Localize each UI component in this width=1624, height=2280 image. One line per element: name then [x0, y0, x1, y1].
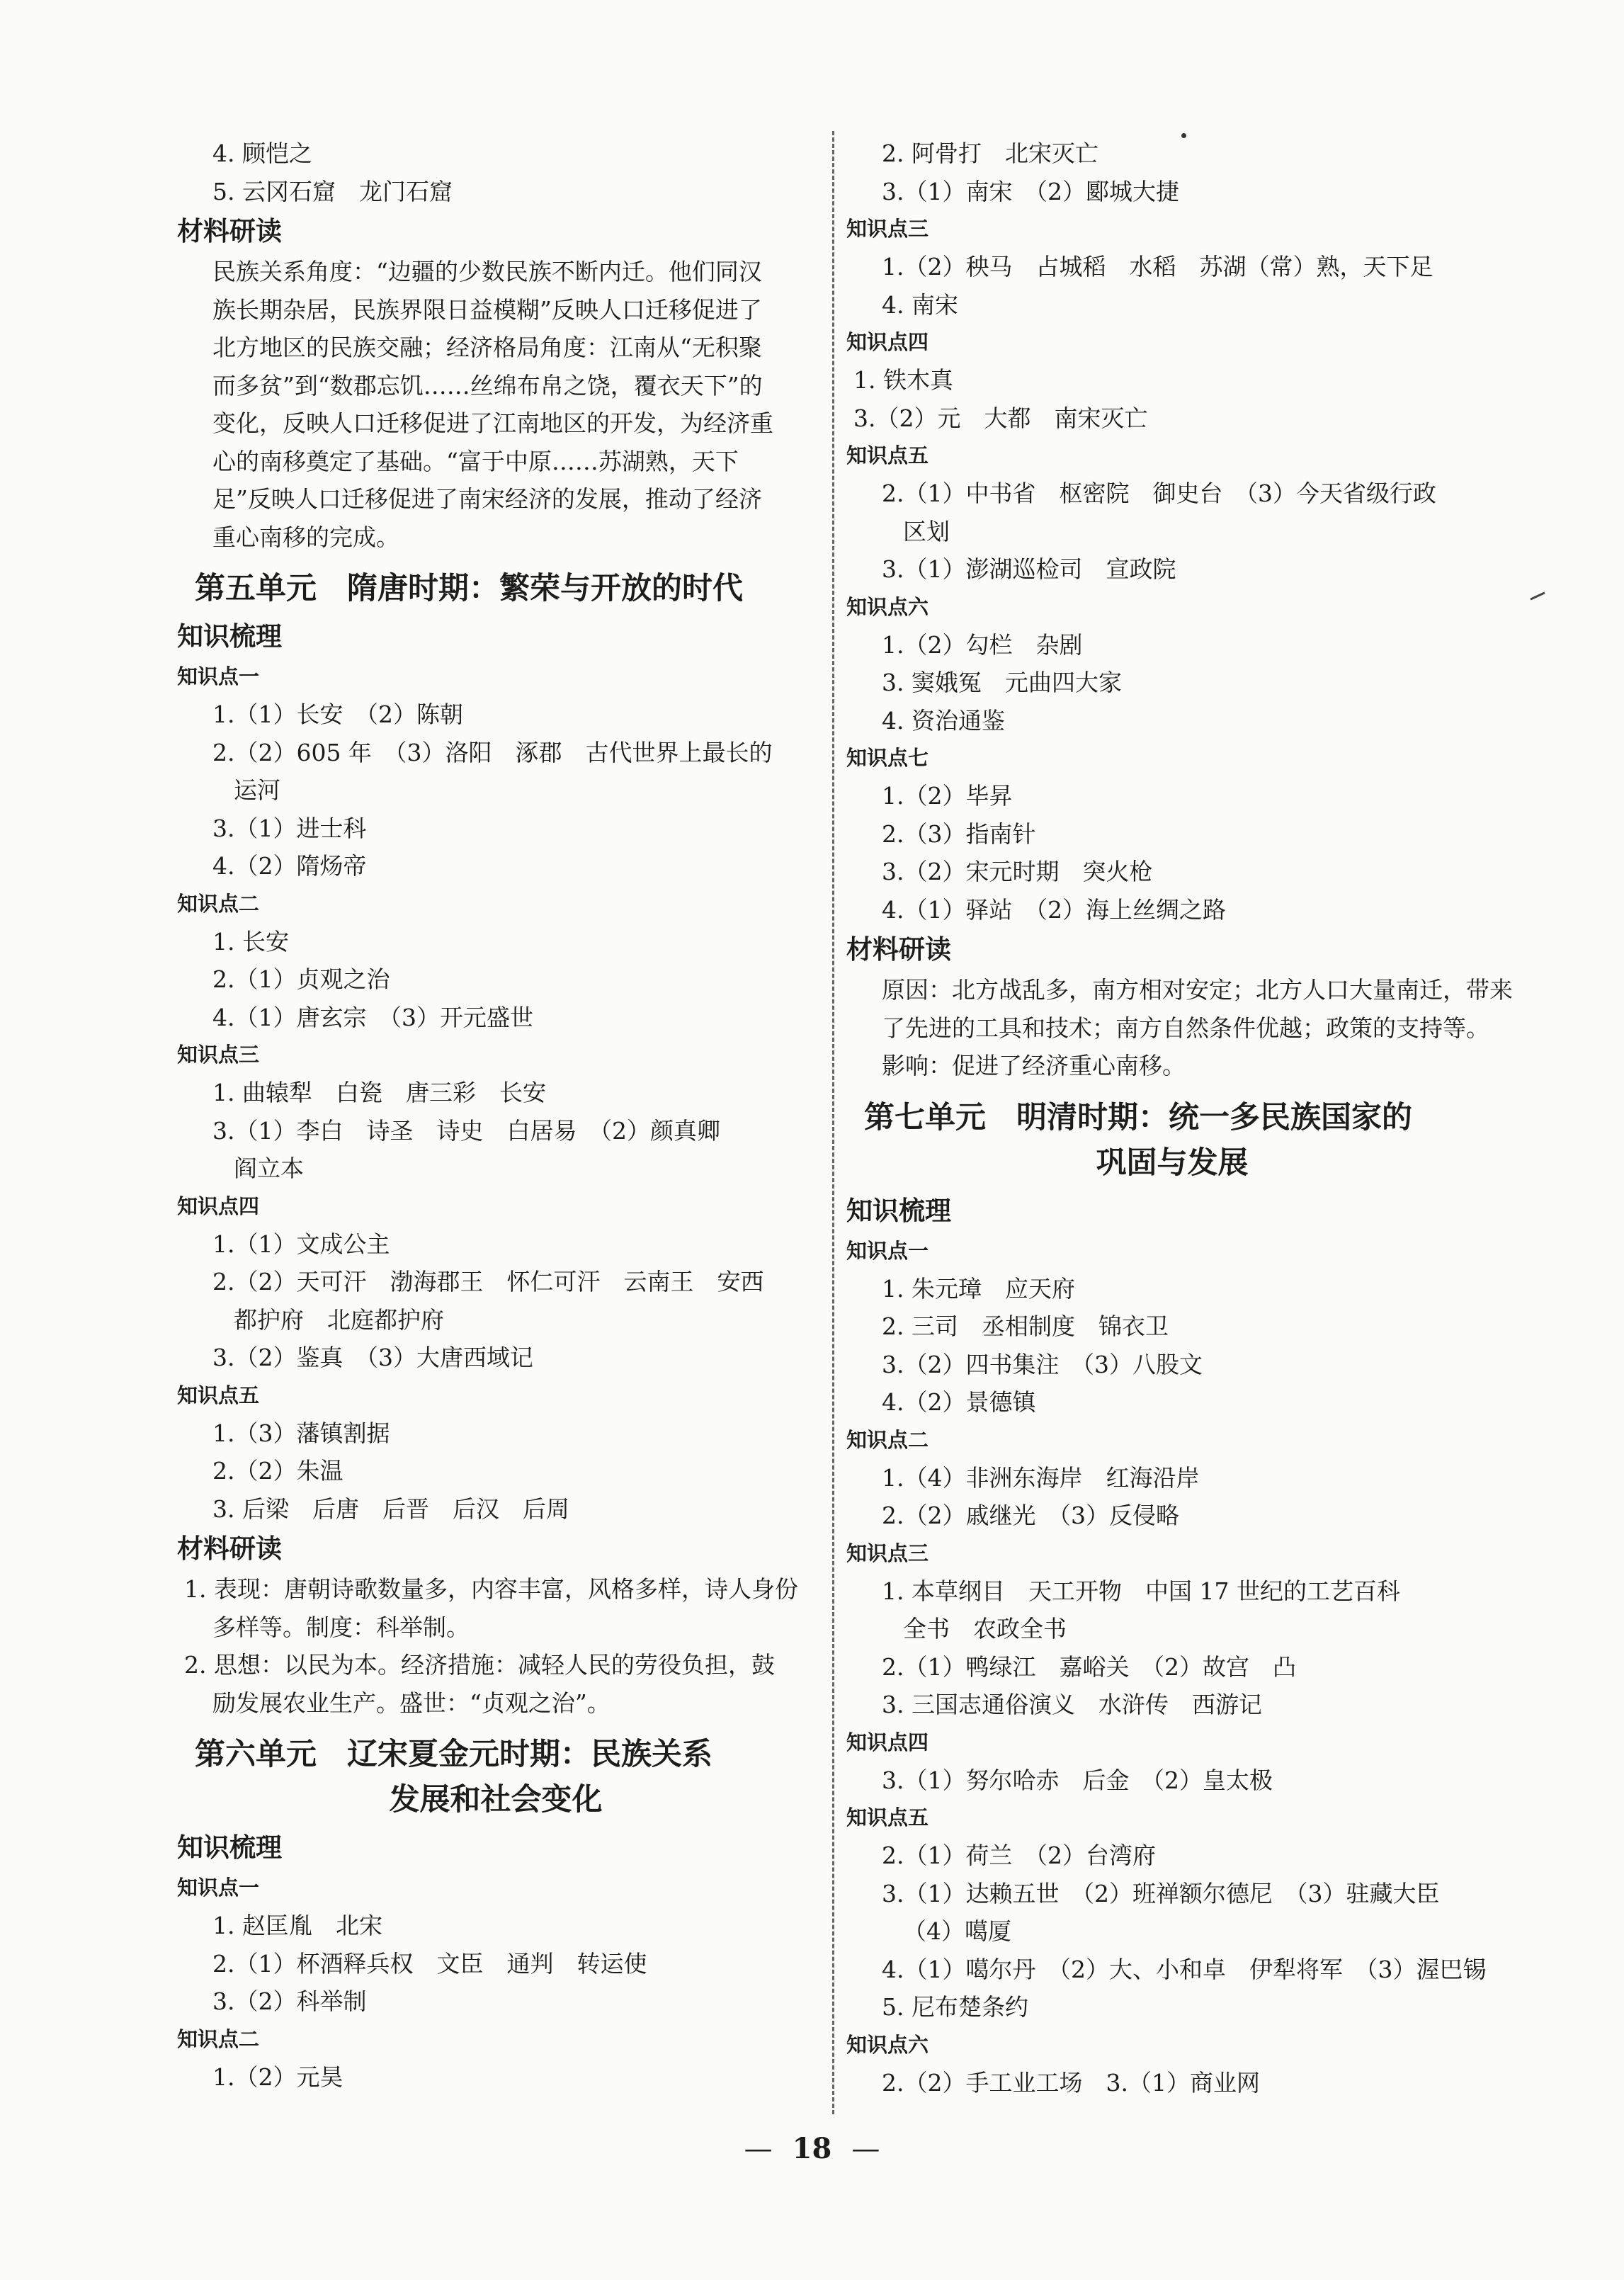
section-heading: 材料研读	[177, 1533, 282, 1564]
answer-line: 3.（1）李白 诗圣 诗史 白居易 （2）颜真卿	[212, 1116, 720, 1145]
answer-line: 3.（2）宋元时期 突火枪	[882, 858, 1153, 885]
answer-line: 2.（1）贞观之治	[212, 965, 390, 993]
answer-line: 2.（1）鸭绿江 嘉峪关 （2）故宫 凸	[882, 1652, 1296, 1681]
unit-title-line: 第七单元 明清时期：统一多民族国家的	[864, 1099, 1412, 1135]
answer-line: 3.（1）南宋 （2）郾城大捷	[882, 177, 1179, 205]
answer-line: 3.（2）鉴真 （3）大唐西域记	[212, 1344, 533, 1371]
column-divider	[832, 131, 834, 2114]
section-heading: 知识梳理	[846, 1195, 951, 1226]
answer-line: 1.（1）长安 （2）陈朝	[212, 701, 463, 728]
answer-line: 1. 铁木真	[853, 366, 953, 394]
right-column	[846, 135, 1513, 2102]
answer-line: 3.（1）达赖五世 （2）班禅额尔德尼 （3）驻藏大臣	[882, 1879, 1440, 1907]
answer-line: 1.（3）藩镇割据	[212, 1419, 390, 1447]
knowledge-point-heading: 知识点五	[846, 1805, 929, 1830]
unit-title-line: 发展和社会变化	[389, 1782, 603, 1817]
answer-line: 2. 阿骨打 北宋灭亡	[882, 140, 1098, 167]
answer-line: 1.（1）文成公主	[212, 1230, 390, 1258]
ink-mark	[1530, 591, 1545, 600]
knowledge-point-heading: 知识点四	[846, 1730, 929, 1754]
answer-line: 1.（2）勾栏 杂剧	[882, 630, 1083, 659]
knowledge-point-heading: 知识点三	[846, 1541, 929, 1565]
answer-line: 民族关系角度：“边疆的少数民族不断内迁。他们同汉	[212, 258, 762, 285]
answer-line: 2.（2）戚继光 （3）反侵略	[882, 1502, 1179, 1529]
answer-line: 1.（2）毕昇	[882, 782, 1013, 810]
answer-line: （4）噶厦	[903, 1917, 1011, 1945]
answer-line: 全书 农政全书	[903, 1615, 1067, 1643]
answer-line: 1. 表现：唐朝诗歌数量多，内容丰富，风格多样，诗人身份	[184, 1575, 798, 1603]
answer-line: 2.（2）605 年 （3）洛阳 涿郡 古代世界上最长的	[212, 738, 773, 766]
answer-line: 2.（1）杯酒释兵权 文臣 通判 转运使	[212, 1949, 647, 1978]
unit-title-line: 巩固与发展	[1096, 1145, 1249, 1181]
knowledge-point-heading: 知识点一	[177, 664, 260, 688]
answer-line: 重心南移的完成。	[212, 523, 399, 551]
section-heading: 知识梳理	[177, 621, 282, 652]
answer-line: 1. 长安	[212, 927, 289, 955]
answer-line: 变化，反映人口迁移促进了江南地区的开发，为经济重	[212, 409, 773, 437]
unit-title	[177, 1732, 814, 1822]
knowledge-point-heading: 知识点三	[177, 1043, 260, 1067]
answer-line: 影响：促进了经济重心南移。	[882, 1052, 1186, 1079]
answer-line: 足”反映人口迁移促进了南宋经济的发展，推动了经济	[212, 485, 762, 513]
answer-line: 运河	[234, 776, 280, 804]
answer-line: 1. 赵匡胤 北宋	[212, 1912, 382, 1939]
answer-line: 1.（2）元昊	[212, 2063, 343, 2091]
answer-line: 4. 资治通鉴	[882, 706, 1005, 735]
answer-line: 4.（2）隋炀帝	[212, 852, 367, 880]
answer-line: 2.（2）朱温	[212, 1457, 343, 1485]
answer-line: 2. 思想：以民为本。经济措施：减轻人民的劳役负担，鼓	[184, 1651, 775, 1679]
knowledge-point-heading: 知识点二	[177, 891, 260, 916]
section-heading: 知识梳理	[177, 1832, 282, 1863]
answer-line: 2.（2）手工业工场 3.（1）商业网	[882, 2068, 1260, 2097]
answer-line: 1. 本草纲目 天工开物 中国 17 世纪的工艺百科	[882, 1577, 1400, 1605]
knowledge-point-heading: 知识点二	[177, 2026, 260, 2051]
answer-line: 1. 朱元璋 应天府	[882, 1274, 1075, 1303]
answer-line: 3. 后梁 后唐 后晋 后汉 后周	[212, 1495, 569, 1523]
knowledge-point-heading: 知识点四	[177, 1193, 260, 1218]
answer-line: 3.（1）澎湖巡检司 宣政院	[882, 555, 1176, 583]
answer-line: 3.（1）努尔哈赤 后金 （2）皇太极	[882, 1766, 1273, 1794]
answer-line: 4.（1）噶尔丹 （2）大、小和卓 伊犁将军 （3）渥巴锡	[882, 1955, 1487, 1983]
knowledge-point-heading: 知识点三	[846, 217, 929, 241]
answer-line: 3. 三国志通俗演义 水浒传 西游记	[882, 1691, 1262, 1718]
answer-line: 2. 三司 丞相制度 锦衣卫	[882, 1312, 1169, 1340]
answer-line: 1.（2）秧马 占城稻 水稻 苏湖（常）熟，天下足	[882, 253, 1433, 280]
footer-dash-left: —	[744, 2133, 773, 2165]
answer-line: 3.（1）进士科	[212, 814, 367, 842]
answer-line: 原因：北方战乱多，南方相对安定；北方人口大量南迁，带来	[882, 976, 1513, 1004]
answer-line: 族长期杂居，民族界限日益模糊”反映人口迁移促进了	[212, 295, 762, 324]
answer-line: 1. 曲辕犁 白瓷 唐三彩 长安	[212, 1079, 546, 1106]
unit-title	[177, 566, 814, 611]
section-heading: 材料研读	[846, 934, 951, 965]
answer-line: 了先进的工具和技术；南方自然条件优越；政策的支持等。	[882, 1014, 1489, 1042]
knowledge-point-heading: 知识点二	[846, 1427, 929, 1452]
answer-line: 3.（2）四书集注 （3）八股文	[882, 1350, 1203, 1378]
answer-line: 区划	[903, 517, 950, 545]
answer-line: 1.（4）非洲东海岸 红海沿岸	[882, 1463, 1200, 1492]
answer-line: 4.（1）唐玄宗 （3）开元盛世	[212, 1003, 533, 1031]
section-heading: 材料研读	[177, 216, 282, 246]
answer-line: 4.（1）驿站 （2）海上丝绸之路	[882, 895, 1226, 924]
page-number: 18	[792, 2132, 832, 2165]
answer-line: 3.（2）元 大都 南宋灭亡	[853, 404, 1148, 432]
unit-title-line: 第六单元 辽宋夏金元时期：民族关系	[195, 1737, 712, 1772]
unit-title	[846, 1095, 1498, 1186]
knowledge-point-heading: 知识点六	[846, 594, 929, 619]
answer-line: 阎立本	[234, 1155, 304, 1182]
footer-dash-right: —	[851, 2133, 880, 2165]
answer-line: 北方地区的民族交融；经济格局角度：江南从“无积聚	[212, 334, 762, 361]
answer-line: 2.（1）中书省 枢密院 御史台 （3）今天省级行政	[882, 480, 1436, 507]
knowledge-point-heading: 知识点七	[846, 746, 929, 770]
answer-line: 励发展农业生产。盛世：“贞观之治”。	[212, 1689, 611, 1717]
answer-line: 2.（2）天可汗 渤海郡王 怀仁可汗 云南王 安西	[212, 1268, 764, 1295]
answer-line: 多样等。制度：科举制。	[212, 1613, 470, 1641]
answer-line: 4. 南宋	[882, 290, 958, 319]
knowledge-point-heading: 知识点一	[177, 1876, 260, 1900]
answer-line: 2.（1）荷兰 （2）台湾府	[882, 1842, 1156, 1869]
answer-line: 4.（2）景德镇	[882, 1388, 1036, 1416]
knowledge-point-heading: 知识点四	[846, 330, 929, 354]
answer-line: 都护府 北庭都护府	[234, 1305, 444, 1334]
knowledge-point-heading: 知识点六	[846, 2032, 929, 2057]
answer-line: 4. 顾恺之	[212, 140, 312, 167]
knowledge-point-heading: 知识点五	[177, 1383, 260, 1407]
answer-line: 心的南移奠定了基础。“富于中原……苏湖熟，天下	[212, 447, 739, 475]
answer-line: 5. 云冈石窟 龙门石窟	[212, 177, 453, 205]
answer-line: 2.（3）指南针	[882, 819, 1036, 848]
answer-line: 3.（2）科举制	[212, 1987, 367, 2015]
answer-line: 3. 窦娥冤 元曲四大家	[882, 669, 1122, 696]
knowledge-point-heading: 知识点五	[846, 443, 929, 467]
unit-title-line: 第五单元 隋唐时期：繁荣与开放的时代	[195, 571, 743, 606]
knowledge-point-heading: 知识点一	[846, 1238, 929, 1263]
left-column	[177, 135, 814, 2096]
answer-line: 而多贫”到“数郡忘饥……丝绵布帛之饶，覆衣天下”的	[212, 371, 763, 399]
answer-line: 5. 尼布楚条约	[882, 1993, 1028, 2021]
page-footer	[0, 2132, 1624, 2165]
